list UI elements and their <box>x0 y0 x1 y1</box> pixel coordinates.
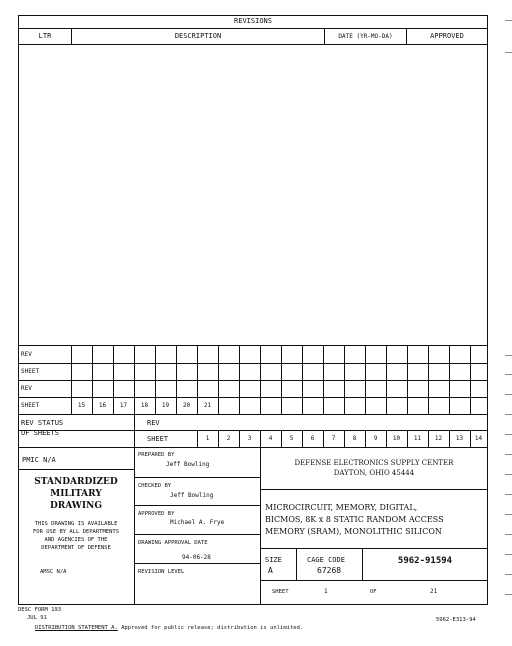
status-sheet-cell: 4 <box>268 435 273 442</box>
status-sheet-cell: 8 <box>352 435 357 442</box>
sheet-number-cell: 21 <box>203 401 212 409</box>
revision-level-label: REVISION LEVEL <box>138 569 185 575</box>
cage-code-value: 67268 <box>317 566 342 575</box>
size-value: A <box>268 566 273 575</box>
military-title: MILITARY <box>50 489 102 499</box>
form-number: DESC FORM 193 <box>18 607 62 613</box>
distribution-statement-label: DISTRIBUTION STATEMENT A. <box>35 625 118 631</box>
row-label-rev-2: REV <box>21 385 32 392</box>
revisions-title: REVISIONS <box>234 17 272 25</box>
status-sheet-cell: 1 <box>205 435 210 442</box>
sheet-number: 1 <box>324 588 328 595</box>
drawing-title-line: MEMORY (SRAM), MONOLITHIC SILICON <box>265 527 442 536</box>
availability-note: FOR USE BY ALL DEPARTMENTS <box>32 529 120 535</box>
status-sheet-cell: 12 <box>434 435 443 442</box>
status-sheet-cell: 9 <box>373 435 378 442</box>
revisions-empty-area <box>19 45 487 345</box>
row-label-sheet-2: SHEET <box>21 402 40 409</box>
rev-status-rev-label: REV <box>147 419 160 427</box>
approved-by-label: APPROVED BY <box>138 511 175 517</box>
checked-by-label: CHECKED BY <box>138 483 172 489</box>
status-sheet-cell: 10 <box>392 435 401 442</box>
sheet-number-cell: 19 <box>161 401 170 409</box>
sheet-number-cell: 18 <box>140 401 149 409</box>
sheet-of-label: OF <box>370 589 377 595</box>
sheet-total: 21 <box>430 588 438 595</box>
rev-status-sheet-label: SHEET <box>147 435 169 443</box>
agency-name: DEFENSE ELECTRONICS SUPPLY CENTER <box>294 459 454 467</box>
distribution-statement-text: Approved for public release; distribution is unlimited. <box>117 625 304 631</box>
sheet-number-cell: 16 <box>98 401 107 409</box>
status-sheet-cell: 11 <box>413 435 422 442</box>
drawing-title-line: MICROCIRCUIT, MEMORY, DIGITAL, <box>265 503 418 512</box>
approval-date-label: DRAWING APPROVAL DATE <box>138 540 208 546</box>
prepared-by-name: Jeff Bowling <box>166 461 210 468</box>
drawing-number: 5962-91594 <box>397 556 453 566</box>
sheet-number-cell: 17 <box>119 401 128 409</box>
status-sheet-cell: 13 <box>455 435 464 442</box>
approval-date: 94-06-28 <box>182 554 211 561</box>
rev-status-label-2: OF SHEETS <box>21 429 59 437</box>
drawing-title: DRAWING <box>49 501 103 511</box>
header-description: DESCRIPTION <box>174 32 222 40</box>
agency-address: DAYTON, OHIO 45444 <box>333 469 415 477</box>
header-ltr: LTR <box>38 32 52 40</box>
size-label: SIZE <box>265 556 282 564</box>
row-label-sheet-1: SHEET <box>21 368 40 375</box>
availability-note: AND AGENCIES OF THE <box>44 537 108 543</box>
drawing-title-line: BICMOS, 8K x 8 STATIC RANDOM ACCESS <box>265 515 444 524</box>
availability-note: THIS DRAWING IS AVAILABLE <box>34 521 118 527</box>
status-sheet-cell: 5 <box>289 435 294 442</box>
distribution-statement <box>35 626 303 632</box>
approved-by-name: Michael A. Frye <box>170 519 225 526</box>
header-date: DATE (YR-MO-DA) <box>338 33 393 40</box>
checked-by-name: Jeff Bowling <box>170 492 214 499</box>
sheet-number-cell: 20 <box>182 401 191 409</box>
status-sheet-cell: 7 <box>331 435 336 442</box>
sheet-label: SHEET <box>272 589 289 595</box>
status-sheet-cell: 14 <box>474 435 483 442</box>
availability-note: DEPARTMENT OF DEFENSE <box>41 545 111 551</box>
status-sheet-cell: 6 <box>310 435 315 442</box>
header-approved: APPROVED <box>430 32 464 40</box>
prepared-by-label: PREPARED BY <box>138 452 175 458</box>
standardized-title: STANDARDIZED <box>34 477 118 487</box>
rev-status-label: REV STATUS <box>21 419 64 427</box>
row-label-rev-1: REV <box>21 351 32 358</box>
status-sheet-cell: 2 <box>226 435 231 442</box>
sheet-number-cell: 15 <box>77 401 86 409</box>
cage-code-label: CAGE CODE <box>307 556 345 564</box>
form-date: JUL 91 <box>27 615 47 621</box>
document-code: 5962-E313-94 <box>436 617 476 623</box>
pmic-label: PMIC N/A <box>22 456 56 464</box>
amsc-label: AMSC N/A <box>40 569 67 575</box>
status-sheet-cell: 3 <box>247 435 252 442</box>
